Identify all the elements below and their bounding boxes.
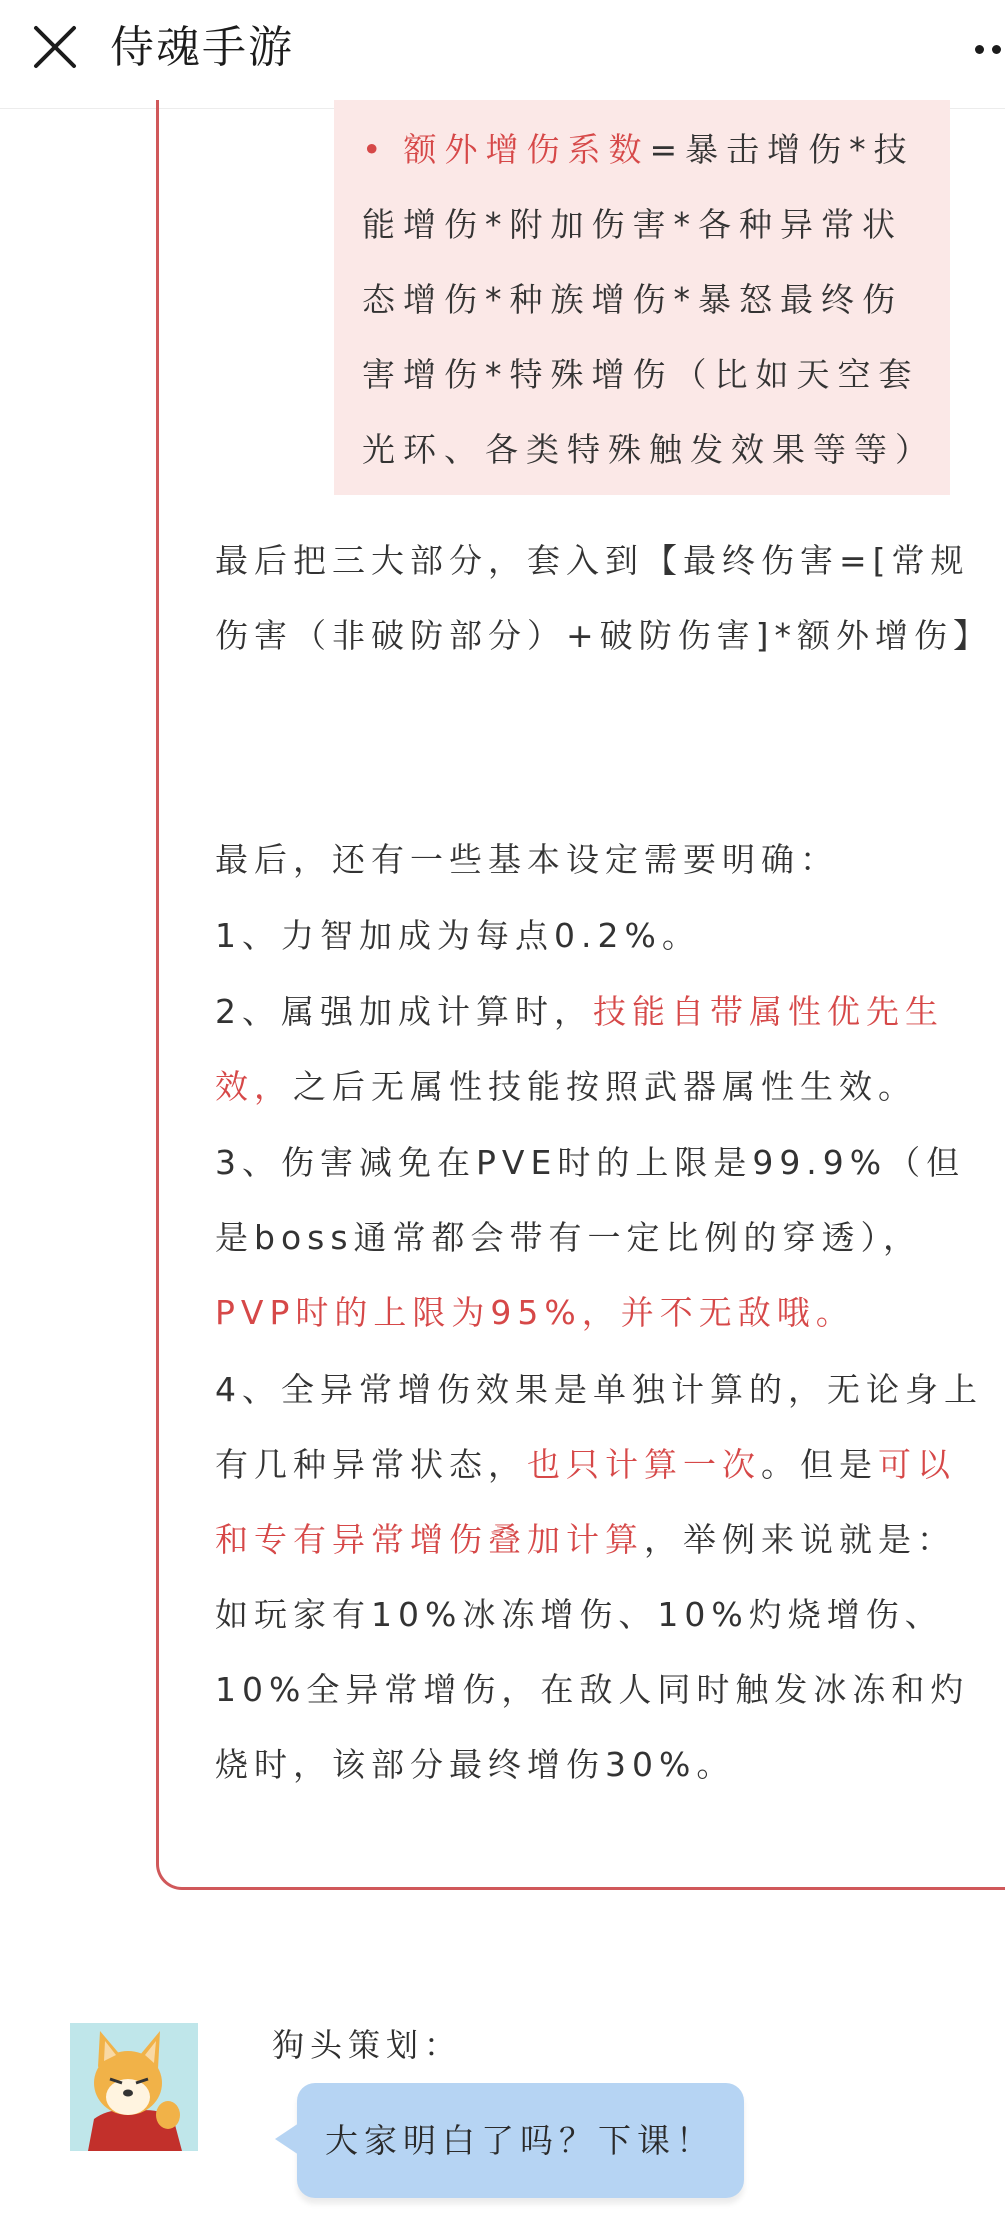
list-item-2 <box>215 974 985 1124</box>
formula-label: 额外增伤系数 <box>403 130 650 169</box>
item3-text: 3、伤害减免在PVE时的上限是99.9%（但是boss通常都会带有一定比例的穿透）， <box>215 1143 966 1257</box>
item2-highlight: 技能自带属性优先生效， <box>215 992 944 1106</box>
item4-highlight-1: 也只计算一次 <box>527 1445 761 1484</box>
item4-highlight-2: 可以和专有异常增伤叠加计算 <box>215 1445 956 1559</box>
item2-text-b: 之后无属性技能按照武器属性生效。 <box>293 1067 917 1106</box>
close-icon[interactable] <box>28 20 84 76</box>
top-bar <box>0 0 1005 109</box>
bullet-icon: • <box>362 130 390 169</box>
list-item-3 <box>215 1125 985 1350</box>
formula-text <box>362 112 936 487</box>
final-formula-paragraph: 最后把三大部分，套入到【最终伤害=[常规伤害（非破防部分）+破防伤害]*额外增伤】 <box>215 541 993 655</box>
more-dots-icon[interactable] <box>975 34 1005 64</box>
item4-text-a: 4、全异常增伤效果是单独计算的，无论身上有几种异常状态， <box>215 1370 983 1484</box>
item4-text-c: ，举例来说就是：如玩家有10%冰冻增伤、10%灼烧增伤、10%全异常增伤，在敌人同时触发冰冻和灼烧时，该部分最终增伤30%。 <box>215 1520 970 1784</box>
item2-text-a: 2、属强加成计算时， <box>215 992 593 1031</box>
item4-text-b: 。但是 <box>761 1445 878 1484</box>
avatar[interactable] <box>70 2023 198 2151</box>
speaker-name: 狗头策划： <box>272 2026 463 2064</box>
list-item-4 <box>215 1352 985 1802</box>
chat-bubble <box>297 2083 744 2198</box>
item3-highlight: PVP时的上限为95%，并不无敌哦。 <box>215 1293 855 1332</box>
settings-heading: 最后，还有一些基本设定需要明确： <box>215 840 839 879</box>
dog-avatar-icon <box>70 2023 198 2151</box>
list-item-1: 1、力智加成为每点0.2%。 <box>215 916 701 955</box>
chat-message: 大家明白了吗？下课！ <box>325 2121 715 2160</box>
page-title: 侍魂手游 <box>110 22 294 73</box>
formula-body: =暴击增伤*技能增伤*附加伤害*各种异常状态增伤*种族增伤*暴怒最终伤害增伤*特殊增伤（比如天空套光环、各类特殊触发效果等等） <box>362 130 936 469</box>
